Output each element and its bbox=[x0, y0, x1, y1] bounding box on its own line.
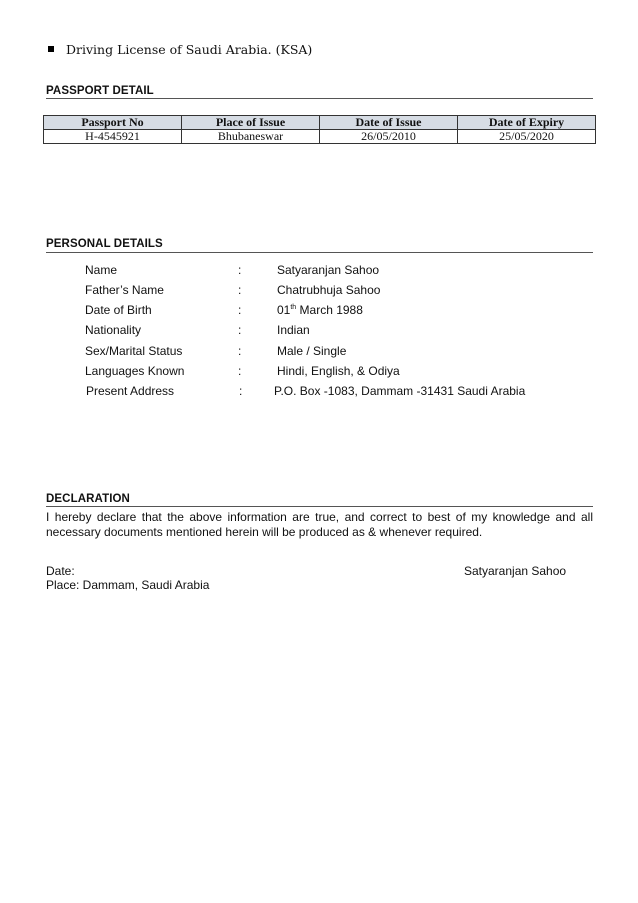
cell-passport-no: H-4545921 bbox=[44, 130, 182, 144]
personal-heading: PERSONAL DETAILS bbox=[46, 238, 163, 250]
detail-label: Present Address bbox=[86, 384, 175, 398]
detail-value: Indian bbox=[277, 323, 310, 337]
detail-separator: : bbox=[238, 303, 242, 317]
bullet-item bbox=[48, 42, 312, 57]
detail-value: P.O. Box -1083, Dammam -31431 Saudi Arabia bbox=[274, 384, 526, 398]
detail-separator: : bbox=[239, 384, 243, 398]
detail-separator: : bbox=[238, 364, 242, 378]
cell-date-of-expiry: 25/05/2020 bbox=[458, 130, 596, 144]
detail-value bbox=[277, 303, 363, 317]
header-date-of-issue: Date of Issue bbox=[320, 116, 458, 130]
bullet-text: Driving License of Saudi Arabia. (KSA) bbox=[66, 42, 313, 57]
declaration-divider bbox=[46, 506, 593, 507]
bullet-square-icon bbox=[48, 46, 54, 52]
detail-label: Languages Known bbox=[85, 364, 185, 378]
detail-label: Sex/Marital Status bbox=[85, 344, 183, 358]
dob-suffix: th bbox=[290, 304, 297, 311]
declaration-line-1: I hereby declare that the above information are true, and correct to best of my knowledge and all bbox=[46, 510, 593, 524]
passport-divider bbox=[46, 98, 593, 99]
date-label: Date: bbox=[46, 564, 75, 578]
passport-heading: PASSPORT DETAIL bbox=[46, 85, 154, 97]
header-place-of-issue: Place of Issue bbox=[182, 116, 320, 130]
detail-label: Father’s Name bbox=[85, 283, 164, 297]
detail-separator: : bbox=[238, 263, 242, 277]
declaration-heading: DECLARATION bbox=[46, 493, 130, 505]
passport-header-row bbox=[44, 116, 596, 130]
detail-value: Male / Single bbox=[277, 344, 347, 358]
declaration-text bbox=[46, 510, 593, 540]
detail-separator: : bbox=[238, 283, 242, 297]
header-passport-no: Passport No bbox=[44, 116, 182, 130]
personal-divider bbox=[46, 252, 593, 253]
place-text: Place: Dammam, Saudi Arabia bbox=[46, 578, 210, 592]
cell-place-of-issue: Bhubaneswar bbox=[182, 130, 320, 144]
passport-table bbox=[43, 115, 596, 144]
table-row bbox=[44, 130, 596, 144]
signature-name: Satyaranjan Sahoo bbox=[464, 564, 567, 578]
declaration-line-2: necessary documents mentioned herein will be produced as & whenever required. bbox=[46, 525, 483, 539]
detail-value: Chatrubhuja Sahoo bbox=[277, 283, 381, 297]
dob-rest: March 1988 bbox=[296, 303, 363, 317]
detail-label: Nationality bbox=[85, 323, 142, 337]
detail-value: Hindi, English, & Odiya bbox=[277, 364, 400, 378]
detail-separator: : bbox=[238, 323, 242, 337]
header-date-of-expiry: Date of Expiry bbox=[458, 116, 596, 130]
cell-date-of-issue: 26/05/2010 bbox=[320, 130, 458, 144]
detail-separator: : bbox=[238, 344, 242, 358]
dob-day: 01 bbox=[277, 303, 291, 317]
detail-label: Name bbox=[85, 263, 118, 277]
detail-value: Satyaranjan Sahoo bbox=[277, 263, 380, 277]
detail-label: Date of Birth bbox=[85, 303, 152, 317]
